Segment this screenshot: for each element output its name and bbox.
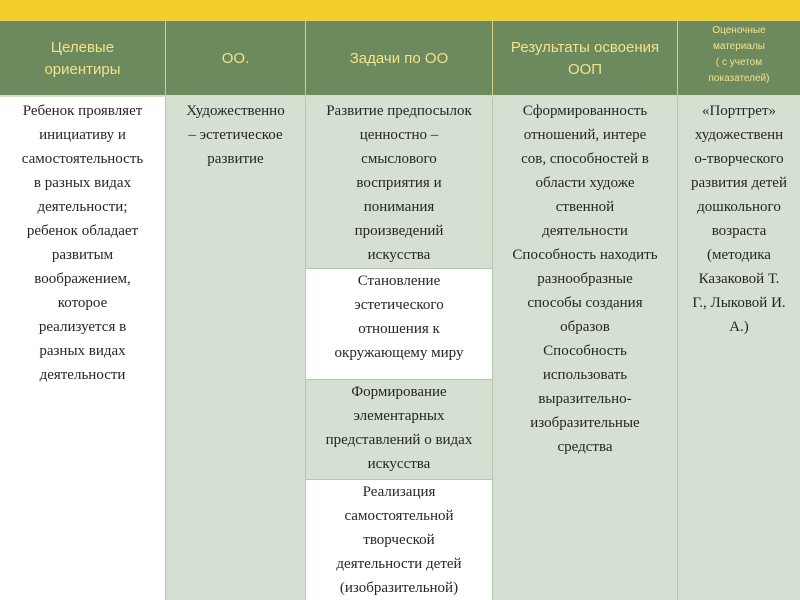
task-text-3: Формирование элементарных представлений о видах искусства: [325, 384, 473, 472]
cell-area: [166, 97, 306, 600]
results-text: Сформированность отношений, интере сов, способностей в области художе ственной деятельности Способность находить разнообразные способы создания образов Способность использовать выразительно- изобразительные средства: [512, 103, 658, 455]
table-body: [0, 97, 800, 600]
cell-materials: [678, 97, 800, 600]
task-text-1: Развитие предпосылок ценностно – смыслового восприятия и понимания произведений искусства: [326, 103, 472, 263]
header-area: ОО.: [166, 21, 306, 96]
header-results: Результаты освоения ООП: [493, 21, 678, 96]
header-materials: Оценочные материалы ( с учетом показателей): [708, 25, 770, 84]
area-text: Художественно – эстетическое развитие: [186, 103, 285, 167]
cell-results: [493, 97, 678, 600]
task-cell-2: [306, 269, 492, 380]
header-targets: Целевые ориентиры: [0, 21, 166, 96]
table-header-row: [0, 20, 800, 97]
cell-targets: [0, 97, 166, 600]
top-accent-band: [0, 0, 800, 20]
task-cell-1: [306, 97, 492, 269]
task-cell-4: [306, 480, 492, 600]
targets-text: Ребенок проявляет инициативу и самостоятельность в разных видах деятельности; ребенок обладает развитым воображением, которое реализуется в разных видах деятельности: [21, 103, 144, 383]
header-tasks: Задачи по ОО: [306, 21, 493, 96]
task-text-4: Реализация самостоятельной творческой деятельности детей (изобразительной): [336, 484, 462, 596]
task-text-2: Становление эстетического отношения к окружающему миру: [334, 273, 464, 361]
materials-text: «Портгрет» художественн о-творческого развития детей дошкольного возраста (методика Казаковой Т. Г., Лыковой И. А.): [691, 103, 787, 335]
cell-tasks: [306, 97, 493, 600]
task-cell-3: [306, 380, 492, 480]
